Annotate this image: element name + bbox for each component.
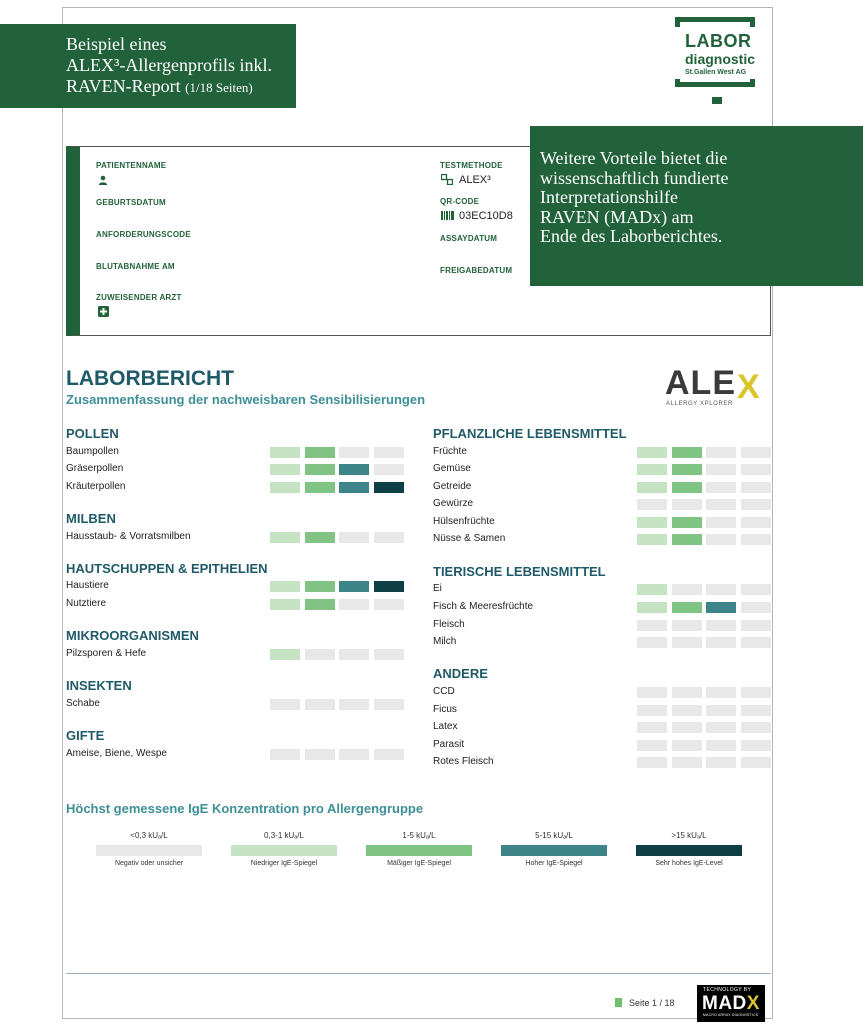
level-cell [706, 620, 736, 631]
allergen-label: Gemüse [433, 463, 471, 474]
allergen-label: Pilzsporen & Hefe [66, 648, 147, 659]
level-cell [339, 447, 369, 458]
level-cell [741, 757, 771, 768]
alex-logo-text: ALE [665, 364, 736, 402]
allergen-label: Fleisch [433, 619, 465, 630]
banner-line-3-wrap [66, 76, 296, 98]
intro-banner [0, 24, 296, 108]
level-cell [339, 649, 369, 660]
level-cell [339, 699, 369, 710]
level-cell [374, 749, 404, 760]
allergen-label: Latex [433, 721, 458, 732]
allergen-label: Ficus [433, 704, 457, 715]
assay-date-label: ASSAYDATUM [440, 234, 498, 243]
level-cell [741, 499, 771, 510]
level-cell [706, 602, 736, 613]
level-cell [672, 757, 702, 768]
level-cell [706, 740, 736, 751]
legend-description: Hoher IgE-Spiegel [525, 860, 583, 867]
level-cell [339, 464, 369, 475]
level-cell [741, 620, 771, 631]
level-cell [706, 757, 736, 768]
legend-description: Mäßiger IgE-Spiegel [387, 860, 451, 867]
level-cell [637, 705, 667, 716]
level-cell [339, 482, 369, 493]
chip-icon [441, 174, 453, 185]
level-cell [374, 649, 404, 660]
legend-swatch [636, 845, 742, 856]
level-cell [741, 705, 771, 716]
qr-code-value: 03EC10D8 [459, 210, 513, 222]
logo-text-location: St.Gallen West AG [685, 69, 747, 76]
level-cell [706, 637, 736, 648]
level-cell [672, 637, 702, 648]
callout-line-2: wissenschaftlich fundierte [540, 167, 729, 188]
allergen-label: Getreide [433, 481, 472, 492]
banner-pages: (1/18 Seiten) [185, 80, 253, 95]
level-cell [270, 699, 300, 710]
level-cell [374, 699, 404, 710]
category-title: POLLEN [66, 426, 119, 441]
legend-range: >15 kUₐ/L [671, 831, 707, 840]
madx-logo-mad: MAD [702, 993, 747, 1014]
madx-logo [697, 985, 765, 1022]
level-cell [637, 757, 667, 768]
category-title: GIFTE [66, 728, 105, 743]
legend-item [96, 830, 202, 867]
level-cell [374, 581, 404, 592]
concentration-title: Höchst gemessene IgE Konzentration pro Allergengruppe [66, 801, 424, 816]
level-cell [741, 637, 771, 648]
level-cell [706, 499, 736, 510]
level-cell [637, 447, 667, 458]
level-cell [637, 517, 667, 528]
request-code-label: ANFORDERUNGSCODE [96, 230, 191, 239]
page-icon [615, 998, 622, 1007]
category-title: MILBEN [66, 511, 116, 526]
legend-swatch [501, 845, 607, 856]
release-date-label: FREIGABEDATUM [440, 266, 513, 275]
level-cell [270, 581, 300, 592]
level-cell [741, 687, 771, 698]
referring-doctor-label: ZUWEISENDER ARZT [96, 293, 182, 302]
level-cell [741, 722, 771, 733]
allergen-label: Fisch & Meeresfrüchte [433, 601, 534, 612]
labor-diagnostic-logo [671, 15, 759, 103]
level-cell [672, 740, 702, 751]
allergen-label: Nutztiere [66, 598, 107, 609]
level-cell [706, 517, 736, 528]
legend-item [366, 830, 472, 867]
allergen-label: Schabe [66, 698, 100, 709]
level-cell [374, 599, 404, 610]
banner-line-1: Beispiel eines [66, 34, 167, 54]
allergen-label: Hausstaub- & Vorratsmilben [66, 531, 191, 542]
banner-line-3: RAVEN-Report [66, 76, 181, 96]
report-subtitle: Zusammenfassung der nachweisbaren Sensibilisierungen [66, 392, 426, 407]
allergen-label: Kräuterpollen [66, 481, 126, 492]
level-cell [706, 464, 736, 475]
level-cell [637, 687, 667, 698]
legend-item [231, 830, 337, 867]
level-cell [741, 482, 771, 493]
level-cell [672, 584, 702, 595]
allergen-label: Rotes Fleisch [433, 756, 494, 767]
madx-logo-mark [702, 993, 760, 1015]
legend-swatch [231, 845, 337, 856]
level-cell [339, 581, 369, 592]
level-cell [706, 534, 736, 545]
allergen-label: Ameise, Biene, Wespe [66, 748, 167, 759]
level-cell [672, 517, 702, 528]
level-cell [305, 649, 335, 660]
birth-date-label: GEBURTSDATUM [96, 198, 166, 207]
logo-text-diagnostic: diagnostic [685, 51, 756, 67]
level-cell [637, 722, 667, 733]
level-cell [672, 447, 702, 458]
allergen-label: CCD [433, 686, 455, 697]
category-title: TIERISCHE LEBENSMITTEL [433, 564, 606, 579]
level-cell [637, 740, 667, 751]
category-title: MIKROORGANISMEN [66, 628, 199, 643]
level-cell [706, 722, 736, 733]
level-cell [741, 534, 771, 545]
level-cell [305, 482, 335, 493]
allergen-label: Milch [433, 636, 457, 647]
level-cell [741, 517, 771, 528]
level-cell [672, 534, 702, 545]
level-cell [270, 749, 300, 760]
legend-item [636, 830, 742, 867]
level-cell [706, 482, 736, 493]
level-cell [637, 602, 667, 613]
category-title: PFLANZLICHE LEBENSMITTEL [433, 426, 627, 441]
level-cell [270, 447, 300, 458]
level-cell [305, 532, 335, 543]
level-cell [741, 602, 771, 613]
callout-line-3: Interpretationshilfe [540, 187, 678, 207]
level-cell [637, 464, 667, 475]
level-cell [305, 599, 335, 610]
level-cell [637, 637, 667, 648]
level-cell [637, 534, 667, 545]
madx-logo-top: TECHNOLOGY BY [703, 987, 752, 993]
level-cell [374, 464, 404, 475]
allergen-label: Parasit [433, 739, 465, 750]
allergen-label: Ei [433, 583, 442, 594]
legend-description: Sehr hohes IgE-Level [655, 860, 723, 867]
level-cell [672, 620, 702, 631]
level-cell [305, 699, 335, 710]
legend-swatch [96, 845, 202, 856]
banner-line-2: ALEX³-Allergenprofils inkl. [66, 55, 273, 75]
category-title: INSEKTEN [66, 678, 132, 693]
blood-draw-label: BLUTABNAHME AM [96, 262, 175, 271]
category-title: HAUTSCHUPPEN & EPITHELIEN [66, 561, 268, 576]
medical-cross-icon [98, 306, 109, 317]
level-cell [672, 722, 702, 733]
allergen-label: Haustiere [66, 580, 109, 591]
level-cell [672, 602, 702, 613]
alex-logo [665, 366, 773, 410]
level-cell [706, 584, 736, 595]
level-cell [672, 482, 702, 493]
raven-callout [530, 126, 863, 286]
level-cell [637, 499, 667, 510]
legend-item [501, 830, 607, 867]
patient-name-label: PATIENTENNAME [96, 161, 167, 170]
callout-line-4: RAVEN (MADx) am [540, 206, 694, 227]
level-cell [374, 532, 404, 543]
level-cell [672, 464, 702, 475]
level-cell [270, 649, 300, 660]
level-cell [270, 599, 300, 610]
level-cell [741, 584, 771, 595]
level-cell [305, 464, 335, 475]
allergen-label: Früchte [433, 446, 467, 457]
level-cell [672, 499, 702, 510]
level-cell [339, 532, 369, 543]
level-cell [741, 464, 771, 475]
level-cell [672, 687, 702, 698]
allergen-label: Hülsenfrüchte [433, 516, 495, 527]
page-number: Seite 1 / 18 [629, 998, 675, 1008]
logo-tab [712, 97, 722, 104]
alex-logo-x: X [737, 368, 760, 406]
alex-logo-subtitle: ALLERGY XPLORER [666, 401, 733, 407]
level-cell [706, 705, 736, 716]
barcode-icon [441, 211, 454, 220]
legend-swatch [366, 845, 472, 856]
level-cell [672, 705, 702, 716]
level-cell [637, 482, 667, 493]
level-cell [339, 749, 369, 760]
footer-divider [66, 973, 771, 974]
level-cell [305, 447, 335, 458]
logo-text-labor: LABOR [685, 31, 752, 51]
person-icon [98, 175, 108, 185]
level-cell [305, 581, 335, 592]
level-cell [741, 447, 771, 458]
level-cell [270, 464, 300, 475]
level-cell [270, 482, 300, 493]
report-title: LABORBERICHT [66, 367, 234, 390]
allergen-label: Gewürze [433, 498, 474, 509]
legend-description: Niedriger IgE-Spiegel [250, 860, 318, 867]
level-cell [741, 740, 771, 751]
test-method-label: TESTMETHODE [440, 161, 503, 170]
legend-description: Negativ oder unsicher [114, 860, 184, 867]
level-cell [305, 749, 335, 760]
test-method-value: ALEX³ [459, 174, 491, 186]
legend-range: 0,3-1 kUₐ/L [264, 831, 304, 840]
level-cell [637, 584, 667, 595]
level-cell [637, 620, 667, 631]
madx-logo-bottom: MACRO ARRAY DIAGNOSTICS [703, 1013, 759, 1017]
legend-range: 5-15 kUₐ/L [535, 831, 573, 840]
legend-range: 1-5 kUₐ/L [402, 831, 436, 840]
allergen-label: Baumpollen [66, 446, 119, 457]
allergen-label: Gräserpollen [66, 463, 124, 474]
allergen-label: Nüsse & Samen [433, 533, 506, 544]
level-cell [374, 447, 404, 458]
level-cell [339, 599, 369, 610]
category-title: ANDERE [433, 666, 488, 681]
madx-logo-x: X [746, 993, 760, 1014]
level-cell [374, 482, 404, 493]
level-cell [706, 687, 736, 698]
legend-range: <0,3 kUₐ/L [130, 831, 168, 840]
qr-code-label: QR-CODE [440, 197, 480, 206]
level-cell [270, 532, 300, 543]
callout-line-5: Ende des Laborberichtes. [540, 226, 723, 246]
callout-line-1: Weitere Vorteile bietet die [540, 148, 728, 168]
level-cell [706, 447, 736, 458]
